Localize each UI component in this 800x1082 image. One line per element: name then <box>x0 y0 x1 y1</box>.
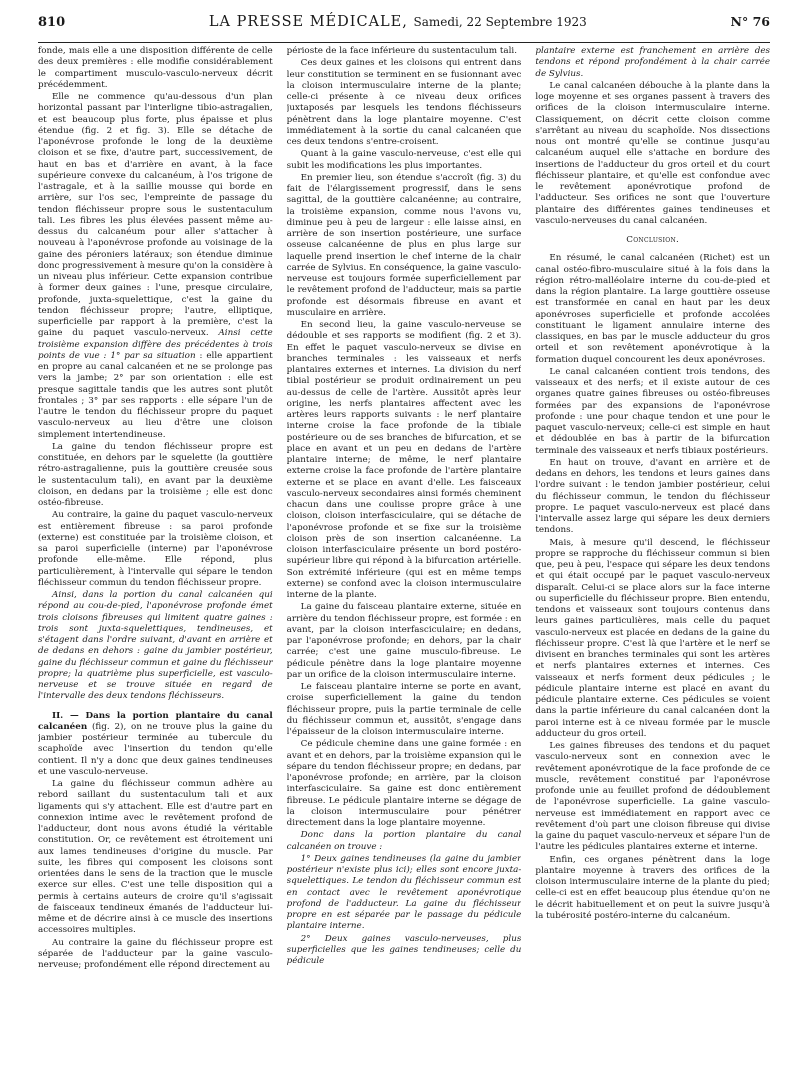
paragraph: La gaine du faisceau plantaire externe, située en arrière du tendon fléchisseur propre, est formée : en avant, par la cloison interfasciculaire; en dedans, par l'aponévrose profonde; en dehors, par la chair carrée; c'est une gaine musculo-fibreuse. Le pédicule pénètre dans la loge plantaire moyenne par un orifice de la cloison intermusculaire interne. <box>286 602 522 680</box>
page-header <box>38 14 770 43</box>
paragraph: Donc dans la portion plantaire du canal calcanéen on trouve : <box>286 830 522 852</box>
paragraph: Mais, à mesure qu'il descend, le fléchisseur propre se rapproche du fléchisseur commun si bien que, peu à peu, l'espace qui sépare les deux tendons et qui était occupé par le paquet vasculo-nerveux disparaît. Celui-ci se place alors sur la face interne ou superficielle du fléchisseur propre. Bien entendu, tendons et vaisseaux sont toujours contenus dans leurs gaines particulières, mais celle du paquet vasculo-nerveux est placée en dedans de la gaine du fléchisseur propre. C'est là que l'artère et le nerf se divisent en branches terminales qui sont les artères et nerfs plantaires externes et internes. Ces vaisseaux et nerfs forment deux pédicules ; le pédicule plantaire interne est placé en avant du pédicule plantaire externe. Ces pédicules se voient dans la partie inférieure du canal calcanéen dont la paroi interne est à ce niveau formée par le muscle adducteur du gros orteil. <box>535 537 771 739</box>
issue-number: N° 76 <box>730 14 770 29</box>
paragraph: Le faisceau plantaire interne se porte en avant, croise superficiellement la gaine du tendon fléchisseur propre, puis la partie terminale de celle du fléchisseur commun et, aussitôt, s'engage dans l'épaisseur de la cloison intermusculaire interne. <box>286 682 522 737</box>
conclusion-heading: Conclusion. <box>626 235 680 245</box>
paragraph: Les gaines fibreuses des tendons et du paquet vasculo-nerveux sont en connexion avec le revêtement aponévrotique de la face profonde de ce muscle, revêtement constitué par l'aponévrose profonde unie au feuillet profond de dédoublement de l'aponévrose superficielle. La gaine vasculo-nerveuse est immédiatement en rapport avec ce revêtement d'où part une cloison fibreuse qui divise la gaine du paquet vasculo-nerveux et sépare l'un de l'autre les pédicules plantaires externe et interne. <box>535 741 771 853</box>
paragraph: Elle ne commence qu'au-dessous d'un plan horizontal passant par l'interligne tibio-astragalien, et est beaucoup plus forte, plus épaisse et plus étendue (fig. 2 et fig. 3). Elle se détache de l'aponévrose profonde le long de la deuxième cloison et se fixe, d'autre part, successivement, de haut en bas et d'arrière en avant, à la face supérieure convexe du calcanéum, à l'os trigone de l'astragale, et à la saillie mousse qui borde en arrière, sur l'os sec, l'empreinte de passage du tendon fléchisseur propre sous le sustentaculum tali. Les fibres les plus élevées passent même au-dessus du calcanéum pour aller s'attacher à nouveau à l'aponévrose profonde au voisinage de la gaine des péroniers latéraux; son étendue diminue donc progressivement à mesure qu'on la considère à un niveau plus inférieur. Cette expansion contribue à former deux gaines : l'une, presque circulaire, profonde, juxta-squelettique, c'est la gaine du tendon fléchisseur propre; l'autre, elliptique, superficielle par rapport à la première, c'est la gaine du paquet vasculo-nerveux. Ainsi cette troisième expansion diffère des précédentes à trois points de vue : 1° par sa situation : elle appartient en propre au canal calcanéen et ne se prolonge pas vers la jambe; 2° par son orientation : elle est presque sagittale tandis que les autres sont plutôt frontales ; 3° par ses rapports : elle sépare l'un de l'autre le tendon du fléchisseur propre du paquet vasculo-nerveux au lieu d'être une cloison simplement intertendineuse. <box>38 92 273 440</box>
column-3 <box>535 46 770 1078</box>
paragraph: plantaire externe est franchement en arrière des tendons et répond profondément à la chair carrée de Sylvius. <box>535 46 771 79</box>
paragraph: Enfin, ces organes pénètrent dans la loge plantaire moyenne à travers des orifices de la cloison intermusculaire interne de la plante du pied; celle-ci est en effet beaucoup plus étendue qu'on ne le décrit habituellement et on peut la suivre jusqu'à la tubérosité postéro-interne du calcanéum. <box>535 854 771 921</box>
summary-paragraph: Ainsi, dans la portion du canal calcanéen qui répond au cou-de-pied, l'aponévrose profonde émet trois cloisons fibreuses qui limitent quatre gaines : trois sont juxta-squelettiques, tendineuses, et s'étagent dans l'ordre suivant, d'avant en arrière et de dedans en dehors : gaine du jambier postérieur, gaine du fléchisseur commun et gaine du fléchisseur propre; la quatrième plus superficielle, est vasculo-nerveuse et se trouve située en regard de l'intervalle des deux tendons fléchisseurs. <box>38 590 273 702</box>
section-title: II. — Dans la portion plantaire du canal calcanéen <box>38 710 273 732</box>
paragraph: La gaine du tendon fléchisseur propre est constituée, en dehors par le squelette (la gouttière rétro-astragalienne, puis la gouttière creusée sous le sustentaculum tali), en avant par la deuxième cloison, en dedans par la troisième ; elle est donc ostéo-fibreuse. <box>38 441 273 508</box>
paragraph: Au contraire la gaine du fléchisseur propre est séparée de l'adducteur par la gaine vasculo-nerveuse; profondément elle répond directement au <box>38 937 273 970</box>
paragraph: En haut on trouve, d'avant en arrière et de dedans en dehors, les tendons et leurs gaines dans l'ordre suivant : le tendon jambier postérieur, celui du fléchisseur commun, le tendon du fléchisseur propre. Le paquet vasculo-nerveux est placé dans l'intervalle assez large qui sépare les deux derniers tendons. <box>535 457 771 536</box>
section-heading: II. — Dans la portion plantaire du canal calcanéen (fig. 2), on ne trouve plus la gaine du jambier postérieur terminée au tubercule du scaphoïde avec l'insertion du tendon qu'elle contient. Il n'y a donc que deux gaines tendineuses et une vasculo-nerveuse. <box>38 710 273 777</box>
article-body <box>38 46 770 1078</box>
paragraph: Le canal calcanéen débouche à la plante dans la loge moyenne et ses organes passent à travers des orifices de la cloison intermusculaire interne. Classiquement, on décrit cette cloison comme s'arrêtant au niveau du scaphoïde. Nos dissections nous ont montré qu'elle se continue jusqu'au calcanéum auquel elle s'attache en bordure des insertions de l'adducteur du gros orteil et du court fléchisseur plantaire, et qu'elle est confondue avec le revêtement aponévrotique profond de l'adducteur. Ses orifices ne sont que l'ouverture plantaire des différentes gaines tendineuses et vasculo-nerveuses du canal calcanéen. <box>535 80 771 226</box>
column-2 <box>287 46 522 1078</box>
list-item: 2° Deux gaines vasculo-nerveuses, plus superficielles que les gaines tendineuses; celle du pédicule <box>286 933 522 966</box>
paragraph: En premier lieu, son étendue s'accroît (fig. 3) du fait de l'élargissement progressif, dans le sens sagittal, de la gouttière calcanéenne; au contraire, la troisième expansion, comme nous l'avons vu, diminue peu à peu de largeur : elle laisse ainsi, en arrière de son insertion postérieure, une surface osseuse calcanéenne de plus en plus large sur laquelle prend insertion le chef interne de la chair carrée de Sylvius. En conséquence, la gaine vasculo-nerveuse est toujours formée superficiellement par le revêtement profond de l'adducteur, mais sa partie profonde est désormais fibreuse en avant et musculaire en arrière. <box>286 172 522 318</box>
paragraph: Au contraire, la gaine du paquet vasculo-nerveux est entièrement fibreuse : sa paroi profonde (externe) est constituée par la troisième cloison, et sa paroi superficielle (interne) par l'aponévrose profonde elle-même. Elle répond, plus particulièrement, à l'intervalle qui sépare le tendon fléchisseur commun du tendon fléchisseur propre. <box>38 510 273 588</box>
italic-phrase: Ainsi cette troisième expansion diffère des précédentes à trois points de vue : 1° par sa situation <box>38 328 273 361</box>
paragraph: En second lieu, la gaine vasculo-nerveuse se dédouble et ses rapports se modifient (fig. 2 et 3). En effet le paquet vasculo-nerveux se divise en branches terminales : les vaisseaux et nerfs plantaires externes et internes. La division du nerf tibial postérieur se produit ordinairement un peu au-dessus de celle de l'artère. Aussitôt après leur origine, les nerfs plantaires affectent avec les artères leurs rapports suivants : le nerf plantaire interne croise la face profonde de la tibiale postérieure ou de ses branches de bifurcation, et se place en avant et un peu en dedans de l'artère plantaire interne; de même, le nerf plantaire externe croise la face profonde de l'artère plantaire externe et se place en avant d'elle. Les faisceaux vasculo-nerveux secondaires ainsi formés cheminent chacun dans une coulisse propre grâce à une cloison, cloison interfasciculaire, qui se détache de l'aponévrose profonde et se fixe sur la troisième cloison près de son insertion calcanéenne. La cloison interfasciculaire présente un bord postéro-supérieur libre qui répond à la bifurcation artérielle. Son extrémité inférieure (qui est en même temps externe) se confond avec la cloison intermusculaire interne de la plante. <box>286 320 522 600</box>
paragraph: périoste de la face inférieure du sustentaculum tali. <box>286 46 517 56</box>
column-1 <box>38 46 273 1078</box>
paragraph: La gaine du fléchisseur commun adhère au rebord saillant du sustentaculum tali et aux ligaments qui s'y attachent. Elle est d'autre part en connexion intime avec le revêtement profond de l'adducteur, dont nous avons étudié la véritable constitution. Or, ce revêtement est étroitement uni aux lames tendineuses d'origine du muscle. Par suite, les fibres qui composent les cloisons sont orientées dans le sens de la traction que le muscle exerce sur elles. C'est une telle disposition qui a permis à certains auteurs de croire qu'il s'agissait de faisceaux tendineux émanés de l'adducteur lui-même et de décrire ainsi à ce muscle des insertions accessoires multiples. <box>38 779 273 936</box>
list-item: 1° Deux gaines tendineuses (la gaine du jambier postérieur n'existe plus ici); elles sont encore juxta-squelettiques. Le tendon du fléchisseur commun est en contact avec le revêtement aponévrotique profond de l'adducteur. La gaine du fléchisseur propre en est séparée par le passage du pédicule plantaire interne. <box>286 853 522 932</box>
paragraph: Ces deux gaines et les cloisons qui entrent dans leur constitution se terminent en se fusionnant avec la cloison intermusculaire interne de la plante; celle-ci présente à ce niveau deux orifices juxtaposés par lesquels les tendons fléchisseurs pénètrent dans la loge plantaire moyenne. C'est immédiatement à la sortie du canal calcanéen que ces deux tendons s'entre-croisent. <box>286 58 522 147</box>
paragraph: fonde, mais elle a une disposition différente de celle des deux premières : elle modifie considérablement le compartiment musculo-vasculo-nerveux décrit précédemment. <box>38 46 273 90</box>
paragraph: En résumé, le canal calcanéen (Richet) est un canal ostéo-fibro-musculaire situé à la fois dans la région rétro-malléolaire interne du cou-de-pied et dans la région plantaire. La large gouttière osseuse est transformée en canal en haut par les deux aponévroses superficielle et profonde accolées constituant le ligament annulaire interne des classiques, en bas par le muscle adducteur du gros orteil et son revêtement aponévrotique à la formation duquel concourent les deux aponévroses. <box>535 253 771 365</box>
paragraph: Ce pédicule chemine dans une gaine formée : en avant et en dehors, par la troisième expansion qui le sépare du tendon fléchisseur propre; en dedans, par l'aponévrose profonde; en arrière, par la cloison interfasciculaire. Sa gaine est donc entièrement fibreuse. Le pédicule plantaire interne se dégage de la cloison intermusculaire pour pénétrer directement dans la loge plantaire moyenne. <box>286 739 522 828</box>
page-number: 810 <box>38 15 66 30</box>
paragraph: Quant à la gaine vasculo-nerveuse, c'est elle qui subit les modifications les plus importantes. <box>286 149 522 171</box>
journal-title <box>209 14 587 30</box>
issue-date: Samedi, 22 Septembre 1923 <box>413 15 587 29</box>
journal-name: LA PRESSE MÉDICALE, <box>208 14 408 30</box>
paragraph: Le canal calcanéen contient trois tendons, des vaisseaux et des nerfs; et il existe autour de ces organes quatre gaines fibreuses ou ostéo-fibreuses formées par des expansions de l'aponévrose profonde : une pour chaque tendon et une pour le paquet vasculo-nerveux; celle-ci est simple en haut et dédoublée en bas à partir de la bifurcation terminale des vaisseaux et nerfs tibiaux postérieurs. <box>535 366 771 456</box>
